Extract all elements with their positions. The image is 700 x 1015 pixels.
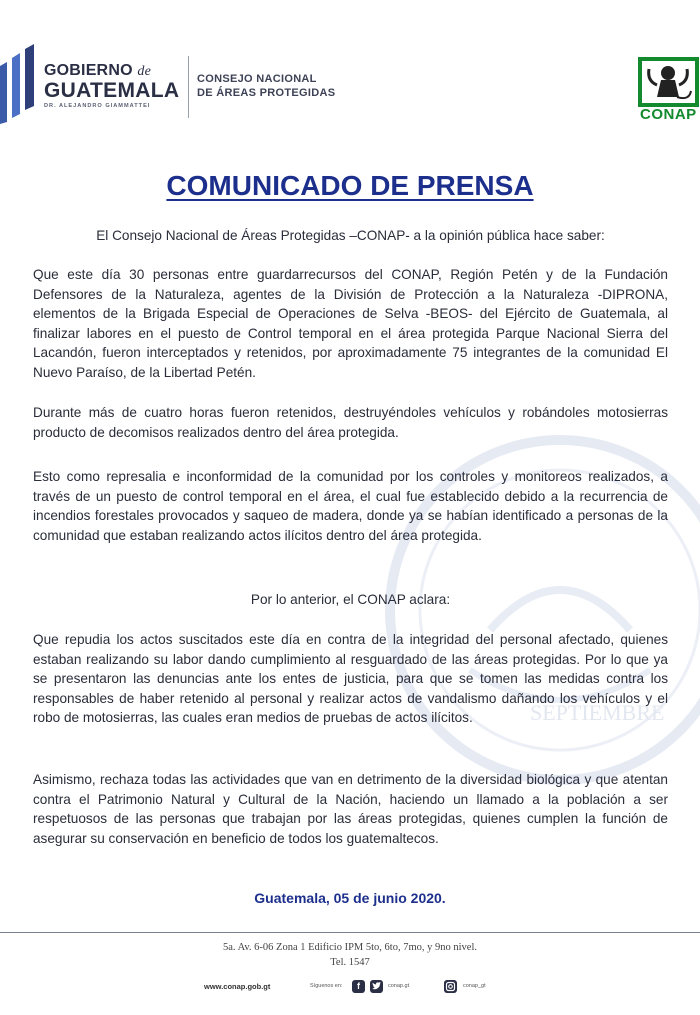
conap-line1: CONSEJO NACIONAL bbox=[197, 73, 317, 85]
government-emblem-bars bbox=[0, 44, 40, 124]
footer-phone: Tel. 1547 bbox=[330, 957, 370, 968]
paragraph-1: Que este día 30 personas entre guardarrecursos del CONAP, Región Petén y de la Fundación Defensores de la Naturaleza, agentes de la División de Protección a la Naturaleza -DIPRONA, elementos de la Brigada Especial de Operaciones de Selva -BEOS- del Ejército de Guatemala, al finalizar labores en el puesto de Control temporal en el área protegida Parque Nacional Sierra del Lacandón, fueron interceptados y retenidos, por aproximadamente 75 integrantes de la comunidad El Nuevo Paraíso, de la Libertad Petén. bbox=[33, 267, 668, 380]
gobierno-logo bbox=[44, 62, 184, 109]
place-date: Guatemala, 05 de junio 2020. bbox=[254, 890, 446, 906]
paragraph-4: Que repudia los actos suscitados este día en contra de la integridad del personal afectado, quienes estaban realizando su labor dando cumplimiento al resguardado de las áreas protegidas. Por lo que ya se presentaron las denuncias ante los entes de justicia, para que se tomen las medidas contra los responsables de haber retenido al personal y realizar actos de vandalismo dañando los vehículos y el robo de motosierras, las cuales eran medios de pruebas de actos ilícitos. bbox=[33, 632, 668, 725]
conap-name bbox=[197, 72, 335, 100]
paragraph-3: Esto como represalia e inconformidad de la comunidad por los controles y monitoreos realizados, a través de un puesto de control temporal en el área, el cual fue establecido debido a la recurrencia de incendios forestales provocados y saqueo de madera, donde ya se habían identificado a personas de la comunidad que estaban realizando actos ilícitos dentro del área protegida. bbox=[33, 469, 668, 543]
gob-line2: GUATEMALA bbox=[44, 79, 180, 102]
gob-line3: DR. ALEJANDRO GIAMMATTEI bbox=[44, 103, 151, 109]
footer-address: 5a. Av. 6-06 Zona 1 Edificio IPM 5to, 6to, 7mo, y 9no nivel. bbox=[222, 942, 477, 953]
twitter-icon[interactable] bbox=[370, 980, 383, 993]
paragraph-2: Durante más de cuatro horas fueron retenidos, destruyéndoles vehículos y robándoles motosierras producto de decomisos realizados dentro del área protegida. bbox=[33, 405, 668, 440]
paragraph-5: Asimismo, rechaza todas las actividades que van en detrimento de la diversidad biológica y que atentan contra el Patrimonio Natural y Cultural de la Nación, haciendo un llamado a la población a ser respetuosos de las personas que trabajan por las áreas protegidas, quienes cumplen la función de asegurar su conservación en beneficio de todos los guatemaltecos. bbox=[33, 772, 668, 846]
instagram-icon[interactable] bbox=[444, 980, 457, 993]
gob-line1: GOBIERNO bbox=[44, 62, 133, 79]
header-divider bbox=[188, 56, 189, 118]
conap-line2: DE ÁREAS PROTEGIDAS bbox=[197, 87, 336, 99]
footer-website-link[interactable]: www.conap.gob.gt bbox=[204, 982, 271, 991]
gob-de: de bbox=[137, 64, 151, 79]
aclara-heading: Por lo anterior, el CONAP aclara: bbox=[250, 592, 451, 607]
footer-handle-2[interactable]: conap_gt bbox=[463, 983, 486, 989]
facebook-icon[interactable]: f bbox=[352, 980, 365, 993]
footer-handle-1[interactable]: conap.gt bbox=[388, 983, 410, 989]
footer-address-block bbox=[0, 940, 700, 970]
svg-text:SEPTIEMBRE: SEPTIEMBRE bbox=[530, 700, 665, 725]
page-title: COMUNICADO DE PRENSA bbox=[166, 170, 534, 201]
footer-divider bbox=[0, 932, 700, 933]
footer-social-row bbox=[0, 980, 700, 994]
conap-logo-text: CONAP bbox=[640, 106, 697, 123]
footer-follow-label: Síguenos en: bbox=[310, 983, 343, 989]
intro-paragraph: El Consejo Nacional de Áreas Protegidas –CONAP- a la opinión pública hace saber: bbox=[96, 228, 605, 243]
